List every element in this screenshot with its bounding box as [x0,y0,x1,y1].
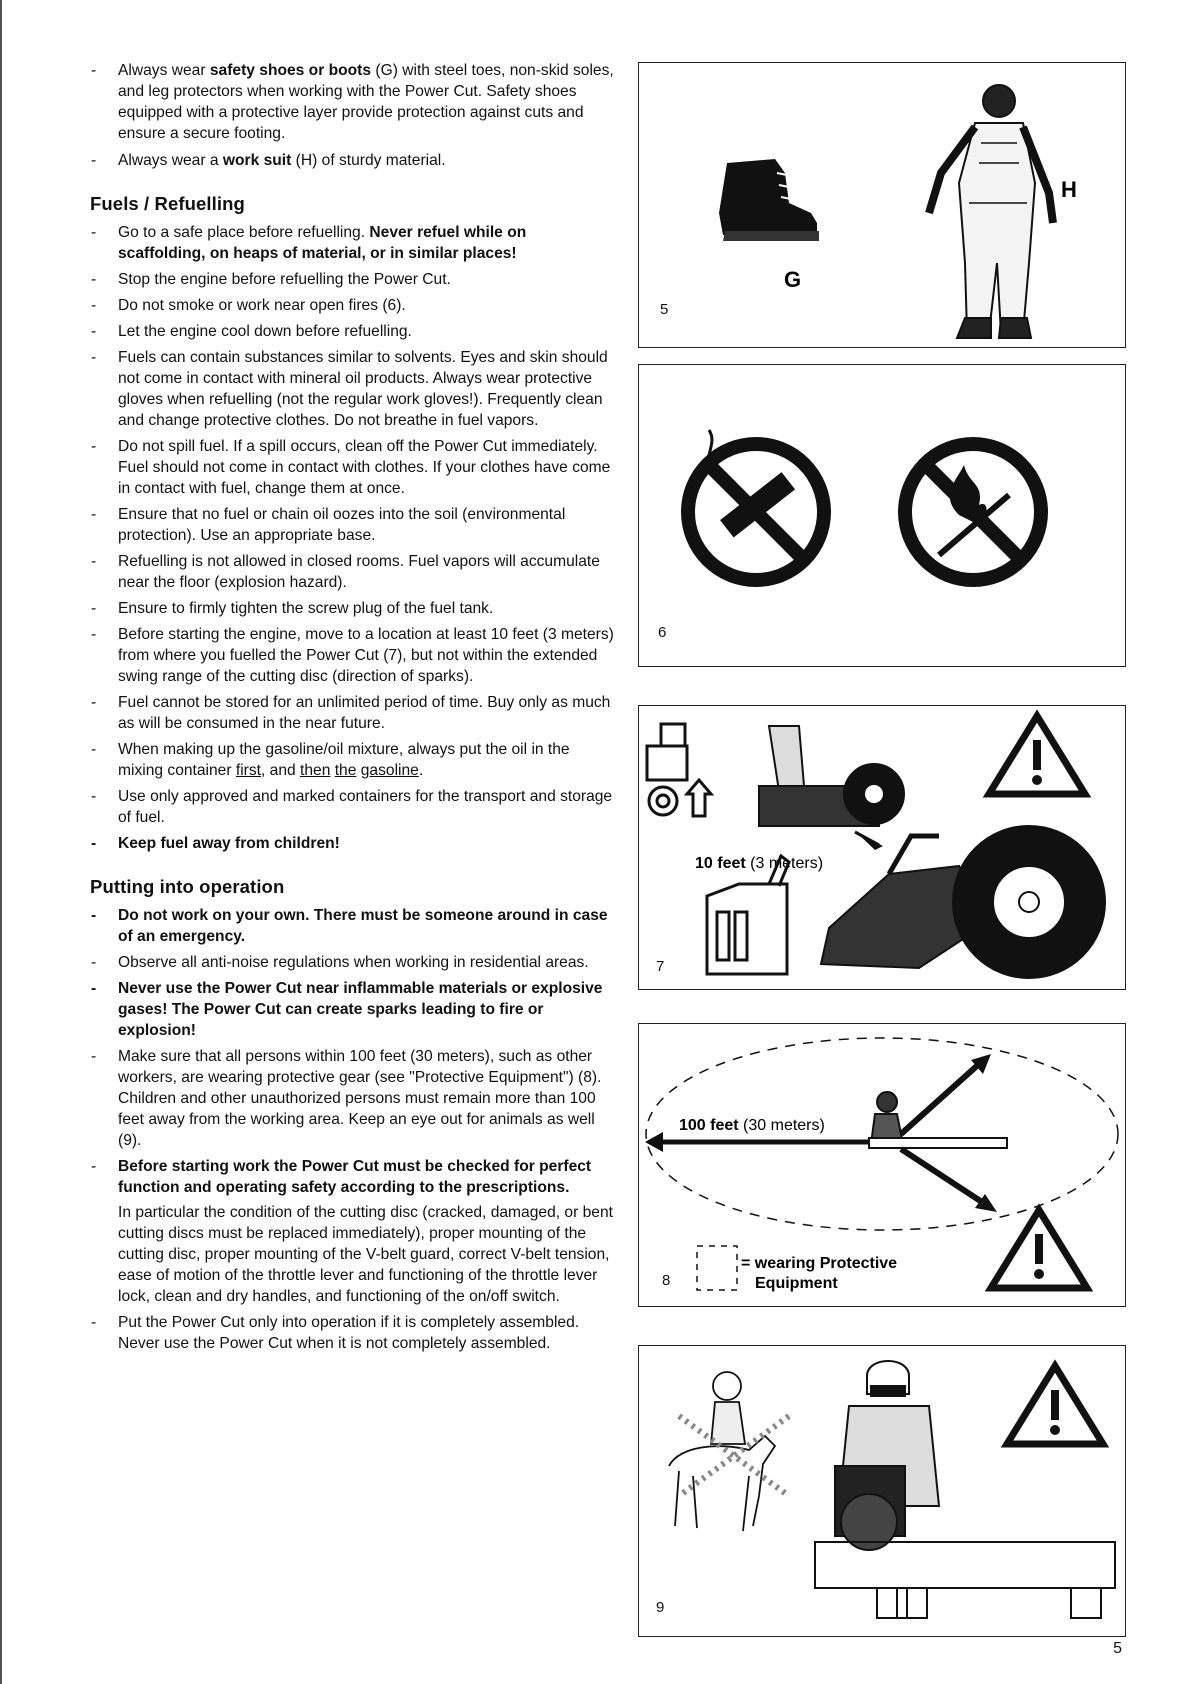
no-open-fire-icon [905,444,1041,580]
list-item: - Go to a safe place before refuelling. Never refuel while on scaffolding, on heaps of material, or in similar places! [88,222,618,264]
work-suit-person-icon [929,85,1053,338]
list-item [88,1156,618,1307]
worker-with-helmet-icon [835,1361,939,1550]
figure-9 [638,1345,1126,1637]
figure-number: 8 [662,1272,671,1289]
figure-8-illustration [639,1024,1125,1306]
figure-number: 6 [658,624,667,641]
figure-number: 7 [656,958,665,975]
warning-triangle-icon [991,1210,1087,1288]
list-item: - Stop the engine before refuelling the Power Cut. [88,269,618,290]
list-item: - Fuel cannot be stored for an unlimited period of time. Buy only as much as will be consumed in the near future. [88,692,618,734]
list-item: - Make sure that all persons within 100 feet (30 meters), such as other workers, are wearing protective gear (see "Protective Equipment") (8). Children and other unauthorized persons must remain more than 100 feet away from the working area. Keep an eye out for animals as well (9). [88,1046,618,1151]
legend-line-1: = wearing Protective [741,1255,898,1272]
list-item: - Fuels can contain substances similar to solvents. Eyes and skin should not come in contact with mineral oil products. Always wear protective gloves when refuelling (not the regular work gloves!). Frequently clean and change protective clothes. Do not breathe in fuel vapors. [88,347,618,431]
figure-5-illustration [639,63,1125,347]
list-item-bold: - Before starting work the Power Cut must be checked for perfect function and operating safety according to the prescriptions. [118,1158,592,1196]
list-item: - Always wear safety shoes or boots (G) with steel toes, non-skid soles, and leg protectors when working with the Power Cut. Safety shoes equipped with a protective layer provide protection against cuts and ensure a secure footing. [88,60,618,144]
figure-7 [638,705,1126,990]
figure-6 [638,364,1126,667]
list-item: - Always wear a work suit (H) of sturdy material. [88,150,618,171]
section-heading-fuels: Fuels / Refuelling [90,193,245,214]
warning-triangle-icon [1007,1366,1103,1444]
spark-direction-arrow-icon [901,1054,997,1212]
label-g: G [784,267,802,292]
figure-6-illustration [639,365,1125,666]
figure-number: 9 [656,1599,665,1616]
list-item-paragraph: In particular the condition of the cutting disc (cracked, damaged, or bent cutting discs must be replaced immediately), proper mounting of the cutting disc, proper mounting of the V-belt guard, correct V-belt tension, ease of motion of the throttle lever and functioning of the throttle lever lock, clean and dry handles, and functioning of the on/off switch. [118,1204,613,1305]
list-item: - Before starting the engine, move to a location at least 10 feet (3 meters) from where you fuelled the Power Cut (7), but not within the extended swing range of the cutting disc (direction of sparks). [88,624,618,687]
fuel-canister-icon [707,856,789,974]
list-item: - Do not work on your own. There must be someone around in case of an emergency. [88,905,618,947]
no-smoking-icon [688,430,824,580]
list-item: - Ensure that no fuel or chain oil oozes into the soil (environmental protection). Use an appropriate base. [88,504,618,546]
page-number: 5 [1113,1640,1122,1657]
warning-triangle-icon [989,716,1085,794]
list-item: - Keep fuel away from children! [88,833,618,854]
section-heading-operation: Putting into operation [90,876,285,897]
list-item: - Use only approved and marked containers for the transport and storage of fuel. [88,786,618,828]
refuel-person-with-saw-icon [759,726,904,826]
label-h: H [1061,177,1077,202]
child-and-dog-icon [669,1372,789,1531]
power-cut-saw-icon [821,826,1105,978]
figure-5 [638,62,1126,348]
page-edge [0,0,2,1684]
list-item: - Let the engine cool down before refuelling. [88,321,618,342]
distance-label: 10 feet (3 meters) [695,855,824,872]
list-item: - Ensure to firmly tighten the screw plug of the fuel tank. [88,598,618,619]
figure-8 [638,1023,1126,1307]
figure-number: 5 [660,301,669,318]
figure-9-illustration [639,1346,1125,1636]
safety-boot-icon [719,159,819,241]
figure-7-illustration [639,706,1125,989]
list-item: - When making up the gasoline/oil mixture, always put the oil in the mixing container first, and then the gasoline. [88,739,618,781]
list-item: - Never use the Power Cut near inflammable materials or explosive gases! The Power Cut can create sparks leading to fire or explosion! [88,978,618,1041]
protective-equipment-legend-box [697,1246,737,1290]
fuel-cap-icon [647,724,711,816]
list-item: - Observe all anti-noise regulations when working in residential areas. [88,952,618,973]
list-item: - Do not spill fuel. If a spill occurs, clean off the Power Cut immediately. Fuel should not come in contact with clothes. If your clothes have come in contact with fuel, change them at once. [88,436,618,499]
list-item: - Put the Power Cut only into operation if it is completely assembled. Never use the Power Cut when it is not completely assembled. [88,1312,618,1354]
text-column [88,60,618,1359]
legend-line-2: Equipment [755,1275,838,1292]
distance-label: 100 feet (30 meters) [679,1117,825,1134]
distance-arrow-icon [645,1132,871,1152]
list-item: - Refuelling is not allowed in closed rooms. Fuel vapors will accumulate near the floor (explosion hazard). [88,551,618,593]
list-item: - Do not smoke or work near open fires (6). [88,295,618,316]
